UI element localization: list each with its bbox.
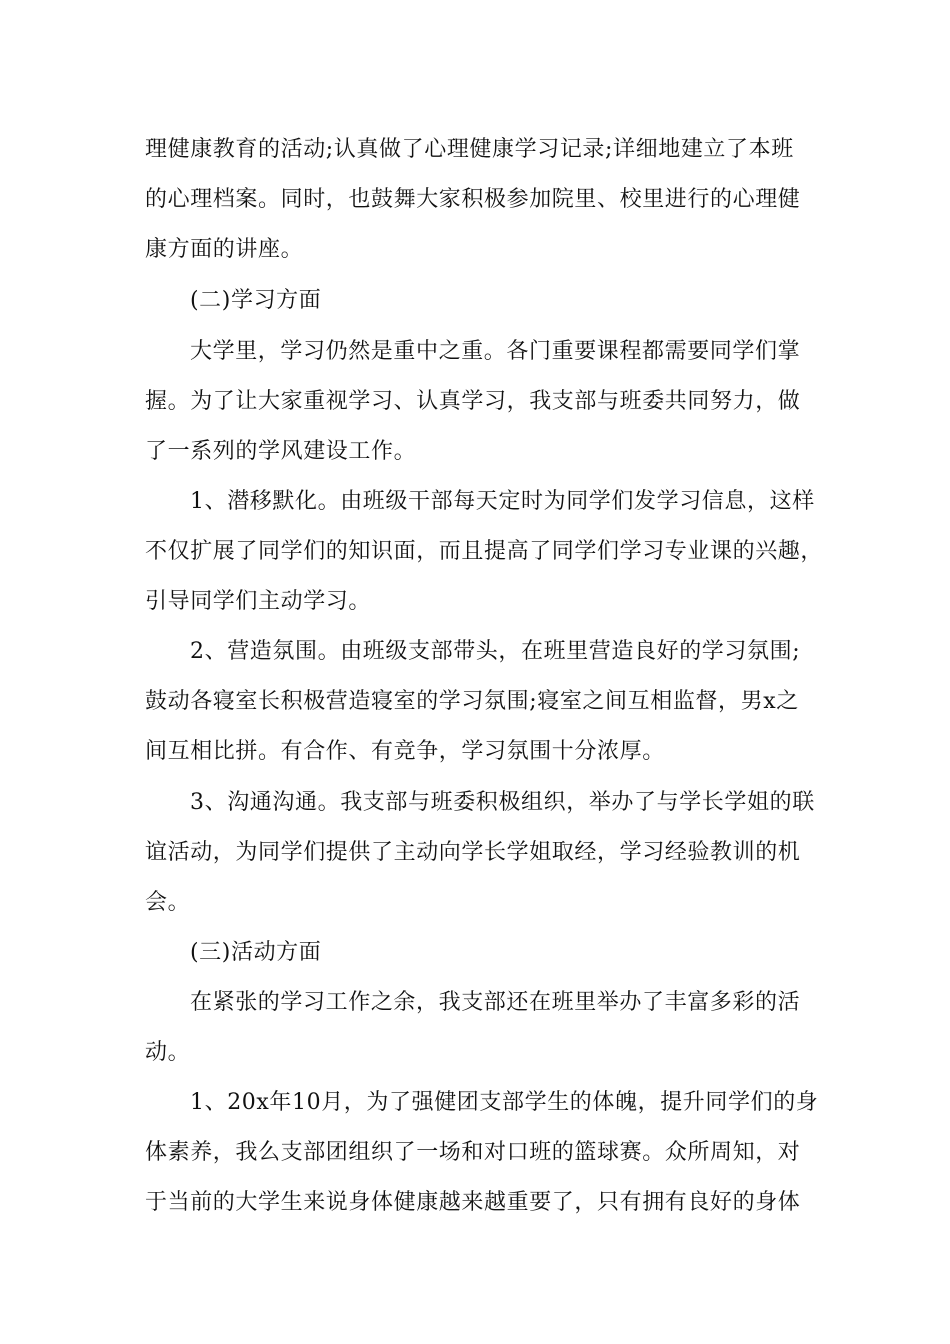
text-line: 间互相比拼。有合作、有竞争，学习氛围十分浓厚。	[145, 739, 665, 764]
section-heading: (二)学习方面	[190, 288, 322, 313]
text-line: 1、20x年10月，为了强健团支部学生的体魄，提升同学们的身	[190, 1090, 819, 1115]
text-line: 了一系列的学风建设工作。	[145, 439, 417, 464]
text-line: 的心理档案。同时，也鼓舞大家积极参加院里、校里进行的心理健	[145, 187, 801, 212]
text-line: 谊活动，为同学们提供了主动向学长学姐取经，学习经验教训的机	[145, 840, 801, 865]
section-heading: (三)活动方面	[190, 940, 322, 965]
text-line: 会。	[145, 890, 191, 915]
text-line: 理健康教育的活动;认真做了心理健康学习记录;详细地建立了本班	[145, 137, 794, 162]
text-line: 体素养，我么支部团组织了一场和对口班的篮球赛。众所周知，对	[145, 1140, 801, 1165]
text-line: 1、潜移默化。由班级干部每天定时为同学们发学习信息，这样	[190, 489, 815, 514]
text-line: 在紧张的学习工作之余，我支部还在班里举办了丰富多彩的活	[190, 990, 801, 1015]
text-line: 握。为了让大家重视学习、认真学习，我支部与班委共同努力，做	[145, 389, 801, 414]
text-line: 2、营造氛围。由班级支部带头，在班里营造良好的学习氛围;	[190, 639, 801, 664]
text-line: 康方面的讲座。	[145, 237, 304, 262]
text-line: 鼓动各寝室长积极营造寝室的学习氛围;寝室之间互相监督，男x之	[145, 689, 799, 714]
text-line: 大学里，学习仍然是重中之重。各门重要课程都需要同学们掌	[190, 339, 801, 364]
text-line: 不仅扩展了同学们的知识面，而且提高了同学们学习专业课的兴趣，	[145, 539, 824, 564]
text-line: 3、沟通沟通。我支部与班委积极组织，举办了与学长学姐的联	[190, 790, 815, 815]
text-line: 动。	[145, 1040, 191, 1065]
text-line: 于当前的大学生来说身体健康越来越重要了，只有拥有良好的身体	[145, 1190, 801, 1215]
text-line: 引导同学们主动学习。	[145, 589, 372, 614]
